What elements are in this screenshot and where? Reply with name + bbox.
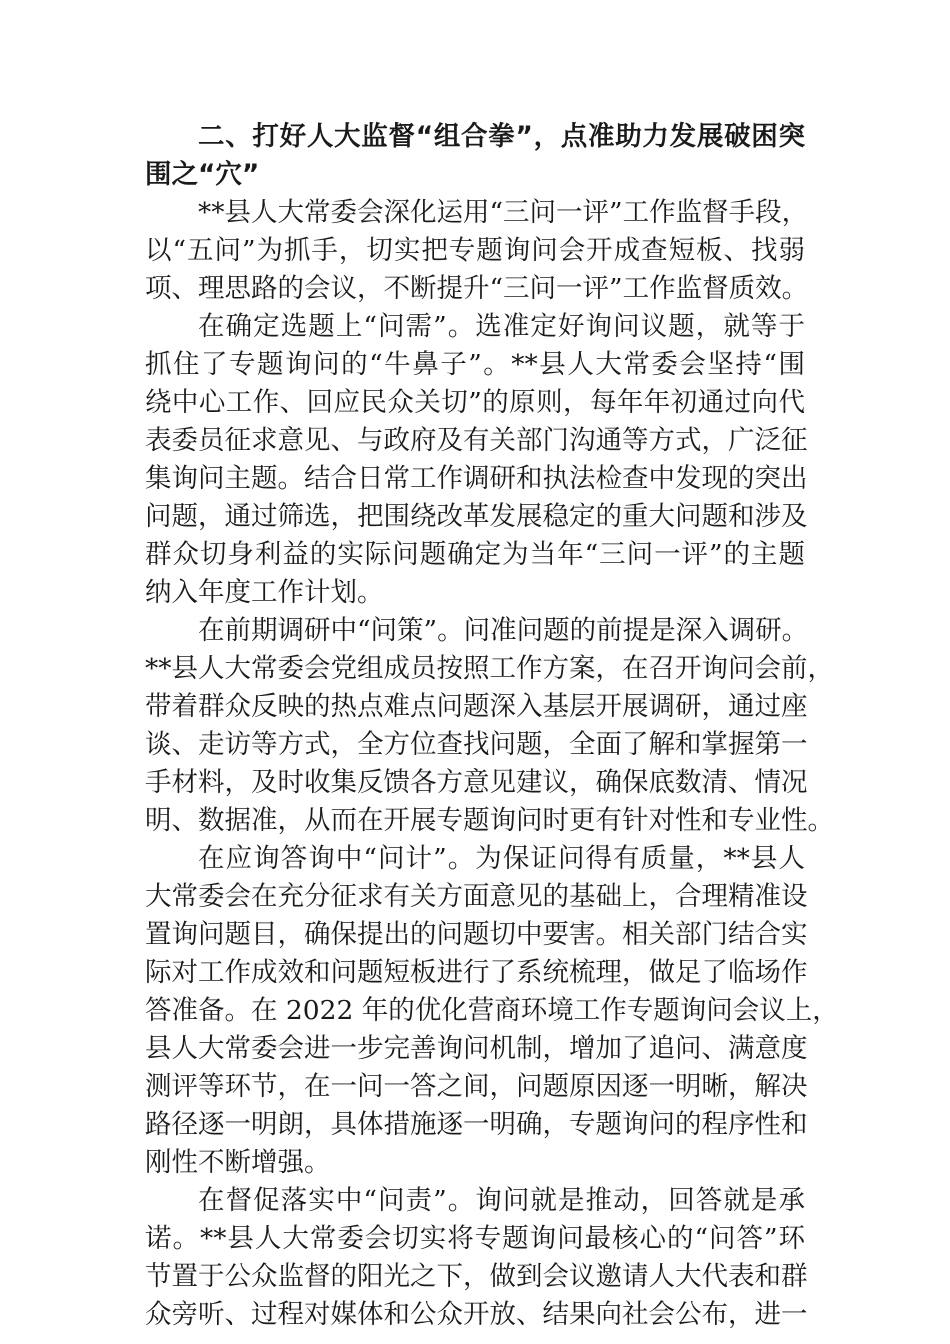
paragraph-wenze [145,1182,808,1334]
paragraph-line: 抓住了专题询问的“牛鼻子”。**县人大常委会坚持“围 [145,349,805,380]
paragraph-line: 项、理思路的会议，不断提升“三问一评”工作监督质效。 [145,273,809,304]
paragraph-line: 在确定选题上“问需”。选准定好询问议题，就等于 [198,311,805,342]
paragraph-line: 县人大常委会进一步完善询问机制，增加了追问、满意度 [145,1033,808,1064]
paragraph-line: 在前期调研中“问策”。问准问题的前提是深入调研。 [198,615,809,646]
paragraph-line: 集询问主题。结合日常工作调研和执法检查中发现的突出 [145,463,808,494]
paragraph-wenxu [145,308,808,612]
paragraph-line: 明、数据准，从而在开展专题询问时更有针对性和专业性。 [145,805,834,836]
paragraph-intro [145,194,809,308]
paragraph-line: 带着群众反映的热点难点问题深入基层开展调研，通过座 [145,691,808,722]
paragraph-line: 表委员征求意见、与政府及有关部门沟通等方式，广泛征 [145,425,808,456]
paragraph-line: **县人大常委会深化运用“三问一评”工作监督手段， [198,197,809,228]
paragraph-line: 绕中心工作、回应民众关切”的原则，每年年初通过向代 [145,387,805,418]
paragraph-line: 置询问题目，确保提出的问题切中要害。相关部门结合实 [145,919,808,950]
paragraph-line: 群众切身利益的实际问题确定为当年“三问一评”的主题 [145,539,805,570]
document-body [145,118,839,1334]
paragraph-line: 路径逐一明朗，具体措施逐一明确，专题询问的程序性和 [145,1109,808,1140]
paragraph-wence [145,612,834,840]
paragraph-wenji [145,840,839,1182]
paragraph-line: 谈、走访等方式，全方位查找问题，全面了解和掌握第一 [145,729,808,760]
section-heading-line-1: 二、打好人大监督“组合拳”，点准助力发展破困突 [198,121,805,152]
paragraph-line: 纳入年度工作计划。 [145,577,384,608]
paragraph-line: 在督促落实中“问责”。询问就是推动，回答就是承 [198,1185,805,1216]
paragraph-line: 际对工作成效和问题短板进行了系统梳理，做足了临场作 [145,957,808,988]
paragraph-line: 节置于公众监督的阳光之下，做到会议邀请人大代表和群 [145,1261,808,1292]
paragraph-line: 以“五问”为抓手，切实把专题询问会开成查短板、找弱 [145,235,805,266]
paragraph-line: 问题，通过筛选，把围绕改革发展稳定的重大问题和涉及 [145,501,808,532]
section-heading-line-2: 围之“穴” [145,159,260,190]
paragraph-line: 答准备。在 2022 年的优化营商环境工作专题询问会议上， [145,995,839,1026]
paragraph-line: 大常委会在充分征求有关方面意见的基础上，合理精准设 [145,881,808,912]
paragraph-line: 手材料，及时收集反馈各方意见建议，确保底数清、情况 [145,767,808,798]
paragraph-line: 测评等环节，在一问一答之间，问题原因逐一明晰，解决 [145,1071,808,1102]
paragraph-line: 在应询答询中“问计”。为保证问得有质量，**县人 [198,843,805,874]
paragraph-line: 诺。**县人大常委会切实将专题询问最核心的“问答”环 [145,1223,805,1254]
paragraph-line: 刚性不断增强。 [145,1147,331,1178]
paragraph-line: 众旁听、过程对媒体和公众开放、结果向社会公布，进一 [145,1299,808,1330]
paragraph-line: **县人大常委会党组成员按照工作方案，在召开询问会前， [145,653,834,684]
